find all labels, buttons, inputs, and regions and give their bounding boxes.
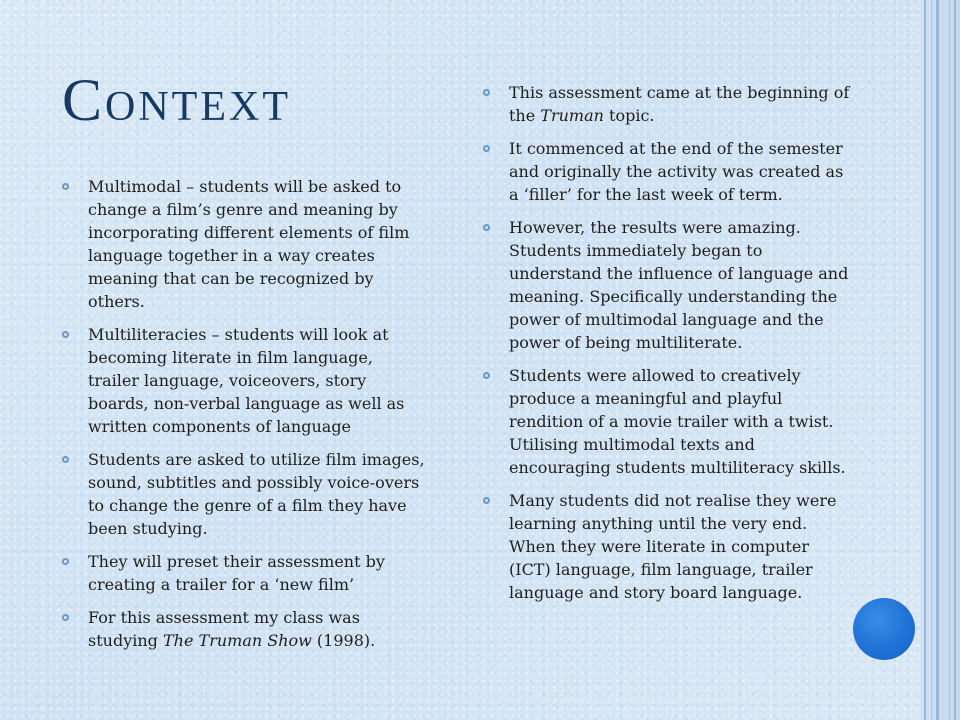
bullet-circle-icon bbox=[62, 558, 69, 565]
edge-line bbox=[936, 0, 939, 720]
bullet-item bbox=[60, 323, 426, 438]
right-bullet-list bbox=[481, 81, 851, 614]
bullet-circle-icon bbox=[483, 145, 490, 152]
bullet-text: It commenced at the end of the semester and originally the activity was created as a ‘filler’ for the last week of term. bbox=[509, 139, 844, 204]
bullet-circle-icon bbox=[62, 183, 69, 190]
slide-title: Context bbox=[62, 67, 291, 133]
bullet-text-italic: The Truman Show bbox=[162, 631, 312, 650]
bullet-circle-icon bbox=[483, 372, 490, 379]
bullet-circle-icon bbox=[62, 456, 69, 463]
bullet-circle-icon bbox=[483, 497, 490, 504]
edge-line bbox=[949, 0, 950, 720]
decorative-circle bbox=[853, 598, 915, 660]
bullet-text: Multimodal – students will be asked to change a film’s genre and meaning by incorporating different elements of film language together in a way creates meaning that can be recognized by others. bbox=[88, 177, 410, 311]
bullet-item bbox=[481, 489, 851, 604]
left-bullet-list bbox=[60, 175, 426, 662]
bullet-text-italic: Truman bbox=[540, 106, 604, 125]
bullet-item bbox=[60, 448, 426, 540]
right-edge-stripes bbox=[920, 0, 960, 720]
bullet-text: Students are asked to utilize film images, sound, subtitles and possibly voice-overs to change the genre of a film they have been studying. bbox=[88, 450, 425, 538]
bullet-item bbox=[481, 216, 851, 354]
bullet-item bbox=[60, 550, 426, 596]
bullet-item bbox=[60, 175, 426, 313]
bullet-text: However, the results were amazing. Students immediately began to understand the influence of language and meaning. Specifically understanding the power of multimodal language and the power of being multiliterate. bbox=[509, 218, 849, 352]
bullet-text: topic. bbox=[603, 106, 655, 125]
bullet-item bbox=[481, 137, 851, 206]
bullet-text: Students were allowed to creatively produce a meaningful and playful rendition of a movie trailer with a twist. Utilising multimodal texts and encouraging students multiliteracy skills. bbox=[509, 366, 846, 477]
edge-line bbox=[954, 0, 956, 720]
bullet-text: Multiliteracies – students will look at becoming literate in film language, trailer language, voiceovers, story boards, non-verbal language as well as written components of language bbox=[88, 325, 405, 436]
bullet-circle-icon bbox=[483, 89, 490, 96]
bullet-item bbox=[60, 606, 426, 652]
bullet-circle-icon bbox=[483, 224, 490, 231]
edge-line bbox=[924, 0, 926, 720]
bullet-text: Many students did not realise they were learning anything until the very end. When they were literate in computer (ICT) language, film language, trailer language and story board language. bbox=[509, 491, 837, 602]
bullet-circle-icon bbox=[62, 331, 69, 338]
bullet-item bbox=[481, 81, 851, 127]
bullet-text: They will preset their assessment by creating a trailer for a ‘new film’ bbox=[88, 552, 385, 594]
bullet-item bbox=[481, 364, 851, 479]
bullet-text: (1998). bbox=[311, 631, 376, 650]
bullet-circle-icon bbox=[62, 614, 69, 621]
bullet-text: For this assessment my class was studying bbox=[88, 608, 360, 650]
bullet-text: This assessment came at the beginning of the bbox=[509, 83, 850, 125]
edge-line bbox=[931, 0, 932, 720]
